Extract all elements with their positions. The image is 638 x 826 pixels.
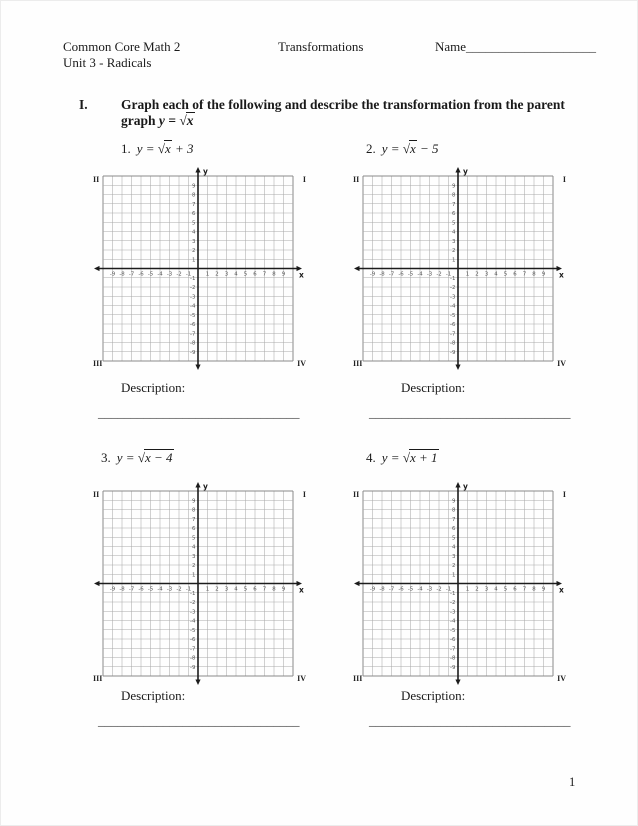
svg-text:-5: -5 — [190, 627, 196, 634]
radical-sign: √ — [157, 141, 165, 156]
svg-text:-4: -4 — [417, 271, 423, 278]
svg-text:2: 2 — [191, 248, 196, 254]
svg-text:y: y — [463, 482, 468, 491]
section-prompt — [121, 97, 589, 129]
svg-text:-8: -8 — [450, 655, 456, 662]
svg-text:9: 9 — [541, 271, 546, 278]
problem-3-grid — [92, 481, 308, 687]
problem-3-equation: 3. y = √x − 4 — [101, 450, 173, 465]
svg-text:-7: -7 — [128, 271, 135, 278]
svg-text:1: 1 — [191, 572, 196, 579]
svg-text:5: 5 — [191, 535, 196, 542]
radical-sign: √ — [179, 113, 187, 128]
svg-text:-3: -3 — [190, 294, 196, 301]
svg-text:3: 3 — [484, 271, 489, 278]
svg-text:-5: -5 — [407, 586, 414, 593]
svg-text:-6: -6 — [190, 322, 196, 328]
svg-text:I: I — [302, 175, 306, 184]
svg-text:III: III — [353, 359, 363, 368]
svg-text:8: 8 — [532, 586, 536, 593]
svg-text:II: II — [93, 490, 100, 499]
svg-text:-2: -2 — [436, 586, 442, 593]
svg-text:-8: -8 — [450, 340, 456, 347]
svg-text:-9: -9 — [369, 586, 376, 593]
svg-text:III: III — [93, 359, 103, 368]
svg-text:-7: -7 — [128, 586, 135, 593]
grid-svg — [352, 166, 568, 372]
svg-text:9: 9 — [541, 586, 546, 593]
svg-text:II: II — [353, 490, 360, 499]
svg-text:-3: -3 — [450, 294, 456, 301]
svg-text:6: 6 — [253, 586, 257, 593]
problem-2-equation: 2. y = √x − 5 — [366, 141, 439, 156]
svg-text:-7: -7 — [190, 331, 196, 338]
svg-text:5: 5 — [451, 220, 456, 227]
svg-text:-6: -6 — [398, 271, 404, 278]
svg-text:-6: -6 — [190, 637, 196, 643]
svg-text:-3: -3 — [426, 586, 433, 593]
svg-text:x: x — [559, 270, 564, 280]
svg-text:-1: -1 — [190, 275, 196, 282]
svg-text:-7: -7 — [388, 271, 395, 278]
svg-text:3: 3 — [451, 238, 456, 245]
svg-text:-4: -4 — [190, 618, 196, 625]
svg-text:-1: -1 — [185, 271, 192, 278]
svg-text:-7: -7 — [388, 586, 395, 593]
svg-text:-6: -6 — [138, 586, 144, 593]
svg-text:-6: -6 — [398, 586, 404, 593]
svg-text:8: 8 — [191, 192, 196, 199]
svg-text:II: II — [93, 175, 100, 184]
problem-4-equation: 4. y = √x + 1 — [366, 450, 438, 465]
svg-text:-9: -9 — [109, 586, 116, 593]
svg-text:6: 6 — [253, 271, 257, 278]
svg-text:7: 7 — [522, 586, 527, 593]
svg-text:-7: -7 — [450, 646, 456, 653]
problem-2-description-label: Description: — [401, 380, 466, 395]
svg-text:I: I — [562, 175, 566, 184]
svg-text:2: 2 — [451, 248, 456, 254]
svg-text:-8: -8 — [190, 340, 196, 347]
svg-text:-2: -2 — [436, 271, 442, 278]
radical-sign: √ — [402, 141, 410, 156]
problem-2-answer-line: _______________________________ — [369, 405, 571, 420]
grid-svg — [352, 481, 568, 687]
svg-text:7: 7 — [191, 516, 196, 523]
svg-text:1: 1 — [465, 586, 470, 593]
svg-text:-1: -1 — [190, 590, 196, 597]
problem-1-answer-line: _______________________________ — [98, 405, 300, 420]
unit-title: Unit 3 - Radicals — [63, 55, 152, 70]
problem-1-grid — [92, 166, 308, 372]
svg-text:-4: -4 — [450, 303, 456, 310]
svg-text:4: 4 — [191, 229, 196, 236]
svg-text:-4: -4 — [417, 586, 423, 593]
svg-text:I: I — [302, 490, 306, 499]
svg-text:-5: -5 — [407, 271, 414, 278]
svg-text:-1: -1 — [445, 271, 452, 278]
svg-text:-5: -5 — [190, 312, 196, 319]
svg-text:1: 1 — [451, 257, 456, 264]
problem-4-number: 4. — [366, 450, 376, 465]
problem-3-number: 3. — [101, 450, 111, 465]
svg-text:-2: -2 — [176, 586, 182, 593]
svg-text:-8: -8 — [379, 586, 385, 593]
svg-text:-4: -4 — [157, 586, 163, 593]
name-field — [435, 39, 596, 55]
svg-text:-3: -3 — [426, 271, 433, 278]
svg-text:7: 7 — [262, 586, 267, 593]
svg-text:IV: IV — [557, 359, 566, 368]
svg-text:-7: -7 — [190, 646, 196, 653]
svg-text:4: 4 — [494, 271, 498, 278]
svg-text:IV: IV — [557, 674, 566, 683]
svg-text:4: 4 — [451, 544, 456, 551]
svg-text:-8: -8 — [119, 271, 125, 278]
svg-text:6: 6 — [191, 526, 196, 532]
problem-4-grid — [352, 481, 568, 687]
svg-text:6: 6 — [191, 211, 196, 217]
svg-text:-1: -1 — [450, 590, 456, 597]
svg-text:2: 2 — [191, 563, 196, 569]
svg-text:1: 1 — [451, 572, 456, 579]
svg-text:7: 7 — [191, 201, 196, 208]
svg-text:5: 5 — [451, 535, 456, 542]
svg-text:-2: -2 — [450, 600, 456, 606]
svg-text:-3: -3 — [450, 609, 456, 616]
svg-text:7: 7 — [522, 271, 527, 278]
svg-text:-2: -2 — [176, 271, 182, 278]
svg-text:II: II — [353, 175, 360, 184]
svg-text:4: 4 — [494, 586, 498, 593]
problem-1-number: 1. — [121, 141, 131, 156]
problem-1-description-label: Description: — [121, 380, 186, 395]
svg-text:-3: -3 — [166, 271, 173, 278]
svg-text:5: 5 — [503, 586, 508, 593]
svg-text:-7: -7 — [450, 331, 456, 338]
svg-text:I: I — [562, 490, 566, 499]
svg-text:7: 7 — [451, 201, 456, 208]
svg-text:7: 7 — [262, 271, 267, 278]
svg-text:-8: -8 — [379, 271, 385, 278]
course-title: Common Core Math 2 — [63, 39, 181, 54]
svg-text:3: 3 — [451, 553, 456, 560]
svg-text:-5: -5 — [147, 271, 154, 278]
svg-text:-3: -3 — [166, 586, 173, 593]
problem-2-number: 2. — [366, 141, 376, 156]
svg-text:-6: -6 — [450, 322, 456, 328]
svg-text:4: 4 — [451, 229, 456, 236]
svg-text:9: 9 — [191, 183, 196, 190]
svg-text:5: 5 — [243, 586, 248, 593]
problem-3-description-label: Description: — [121, 688, 186, 703]
problem-4-description-label: Description: — [401, 688, 466, 703]
problem-4-answer-line: _______________________________ — [369, 713, 571, 728]
svg-text:5: 5 — [243, 271, 248, 278]
svg-text:-2: -2 — [450, 285, 456, 291]
problem-1-equation: 1. y = √x + 3 — [121, 141, 194, 156]
svg-text:x: x — [299, 585, 304, 595]
prompt-text: Graph each of the following and describe the transformation from the parent graph — [121, 97, 565, 128]
grid-svg — [92, 481, 308, 687]
svg-text:-9: -9 — [369, 271, 376, 278]
grid-svg — [92, 166, 308, 372]
svg-text:9: 9 — [451, 498, 456, 505]
svg-text:-1: -1 — [185, 586, 192, 593]
svg-text:6: 6 — [451, 211, 456, 217]
svg-text:3: 3 — [224, 271, 229, 278]
svg-text:-8: -8 — [190, 655, 196, 662]
name-blank-line: ____________________ — [466, 39, 597, 54]
svg-text:III: III — [93, 674, 103, 683]
svg-text:IV: IV — [297, 674, 306, 683]
svg-text:8: 8 — [532, 271, 536, 278]
svg-text:3: 3 — [191, 238, 196, 245]
svg-text:7: 7 — [451, 516, 456, 523]
svg-text:9: 9 — [191, 498, 196, 505]
svg-text:5: 5 — [503, 271, 508, 278]
svg-text:2: 2 — [475, 586, 479, 593]
svg-text:y: y — [203, 482, 208, 491]
problem-3-answer-line: _______________________________ — [98, 713, 300, 728]
svg-text:-5: -5 — [147, 586, 154, 593]
svg-text:III: III — [353, 674, 363, 683]
radical-sign: √ — [137, 450, 145, 465]
svg-text:x: x — [299, 270, 304, 280]
radical-sign: √ — [402, 450, 410, 465]
svg-text:1: 1 — [191, 257, 196, 264]
svg-text:8: 8 — [451, 507, 456, 514]
svg-text:9: 9 — [281, 271, 286, 278]
svg-text:-5: -5 — [450, 312, 456, 319]
svg-text:4: 4 — [234, 586, 238, 593]
problem-2-grid — [352, 166, 568, 372]
svg-text:-9: -9 — [109, 271, 116, 278]
name-label: Name — [435, 39, 467, 54]
section-numeral: I. — [79, 97, 88, 112]
svg-text:8: 8 — [451, 192, 456, 199]
svg-text:-1: -1 — [445, 586, 452, 593]
svg-text:-9: -9 — [450, 349, 456, 356]
svg-text:-4: -4 — [157, 271, 163, 278]
svg-text:y: y — [463, 167, 468, 176]
svg-text:9: 9 — [451, 183, 456, 190]
svg-text:3: 3 — [191, 553, 196, 560]
svg-text:-2: -2 — [190, 600, 196, 606]
svg-text:x: x — [559, 585, 564, 595]
svg-text:-4: -4 — [450, 618, 456, 625]
svg-text:-6: -6 — [450, 637, 456, 643]
svg-text:1: 1 — [205, 271, 210, 278]
svg-text:2: 2 — [475, 271, 479, 278]
svg-text:-4: -4 — [190, 303, 196, 310]
svg-text:-3: -3 — [190, 609, 196, 616]
svg-text:-9: -9 — [450, 664, 456, 671]
svg-text:8: 8 — [272, 586, 276, 593]
svg-text:y: y — [203, 167, 208, 176]
svg-text:6: 6 — [451, 526, 456, 532]
svg-text:8: 8 — [191, 507, 196, 514]
svg-text:-9: -9 — [190, 664, 196, 671]
parent-function: y = √x — [158, 113, 194, 128]
svg-text:6: 6 — [513, 271, 517, 278]
svg-text:-5: -5 — [450, 627, 456, 634]
svg-text:4: 4 — [234, 271, 238, 278]
svg-text:8: 8 — [272, 271, 276, 278]
svg-text:-1: -1 — [450, 275, 456, 282]
svg-text:3: 3 — [224, 586, 229, 593]
svg-text:-8: -8 — [119, 586, 125, 593]
svg-text:2: 2 — [215, 586, 219, 593]
svg-text:2: 2 — [451, 563, 456, 569]
svg-text:4: 4 — [191, 544, 196, 551]
svg-text:1: 1 — [465, 271, 470, 278]
svg-text:-9: -9 — [190, 349, 196, 356]
svg-text:-6: -6 — [138, 271, 144, 278]
svg-text:2: 2 — [215, 271, 219, 278]
svg-text:-2: -2 — [190, 285, 196, 291]
svg-text:1: 1 — [205, 586, 210, 593]
svg-text:IV: IV — [297, 359, 306, 368]
svg-text:6: 6 — [513, 586, 517, 593]
svg-text:9: 9 — [281, 586, 286, 593]
page-number: 1 — [569, 775, 576, 789]
svg-text:3: 3 — [484, 586, 489, 593]
svg-text:5: 5 — [191, 220, 196, 227]
document-title: Transformations — [278, 39, 364, 54]
